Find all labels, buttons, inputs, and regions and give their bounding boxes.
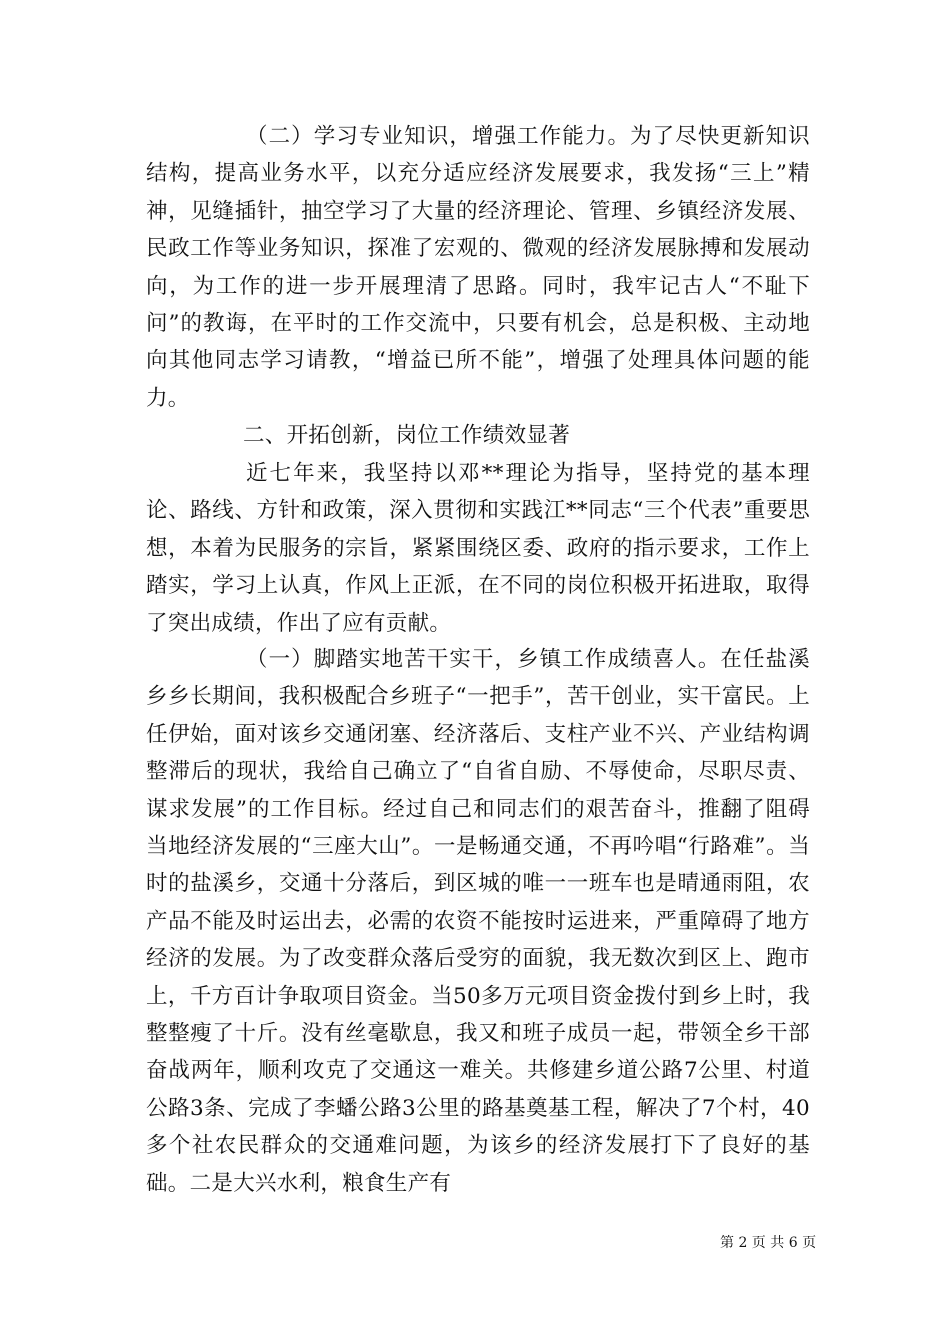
paragraph-township-work: （一）脚踏实地苦干实干，乡镇工作成绩喜人。在任盐溪乡乡长期间，我积极配合乡班子“一把手”，苦干创业，实干富民。上任伊始，面对该乡交通闭塞、经济落后、支柱产业不兴、产业结构调整滞后的现状，我给自己确立了“自省自励、不辱使命，尽职尽责、谋求发展”的工作目标。经过自己和同志们的艰苦奋斗，推翻了阻碍当地经济发展的“三座大山”。一是畅通交通，不再吟唱“行路难”。当时的盐溪乡，交通十分落后，到区城的唯一一班车也是晴通雨阻，农产品不能及时运出去，必需的农资不能按时运进来，严重障碍了地方经济的发展。为了改变群众落后受穷的面貌，我无数次到区上、跑市上，千方百计争取项目资金。当50多万元项目资金拨付到乡上时，我整整瘦了十斤。没有丝毫歇息，我又和班子成员一起，带领全乡干部奋战两年，顺利攻克了交通这一难关。共修建乡道公路7公里、村道公路3条、完成了李蟠公路3公里的路基奠基工程，解决了7个村，40多个社农民群众的交通难问题，为该乡的经济发展打下了良好的基础。二是大兴水利，粮食生产有 xyxy=(146,647,810,1196)
paragraph-study-knowledge: （二）学习专业知识，增强工作能力。为了尽快更新知识结构，提高业务水平，以充分适应经济发展要求，我发扬“三上”精神，见缝插针，抽空学习了大量的经济理论、管理、乡镇经济发展、民政工作等业务知识，探准了宏观的、微观的经济发展脉搏和发展动向，为工作的进一步开展理清了思路。同时，我牢记古人“不耻下问”的教诲，在平时的工作交流中，只要有机会，总是积极、主动地向其他同志学习请教，“增益已所不能”，增强了处理具体问题的能力。 xyxy=(146,124,810,411)
paragraph-seven-years: 近七年来，我坚持以邓**理论为指导，坚持党的基本理论、路线、方针和政策，深入贯彻和实践江**同志“三个代表”重要思想，本着为民服务的宗旨，紧紧围绕区委、政府的指示要求，工作上踏实，学习上认真，作风上正派，在不同的岗位积极开拓进取，取得了突出成绩，作出了应有贡献。 xyxy=(146,461,810,636)
page-number: 第 2 页 共 6 页 xyxy=(720,1235,817,1251)
section-heading: 二、开拓创新，岗位工作绩效显著 xyxy=(243,423,571,448)
